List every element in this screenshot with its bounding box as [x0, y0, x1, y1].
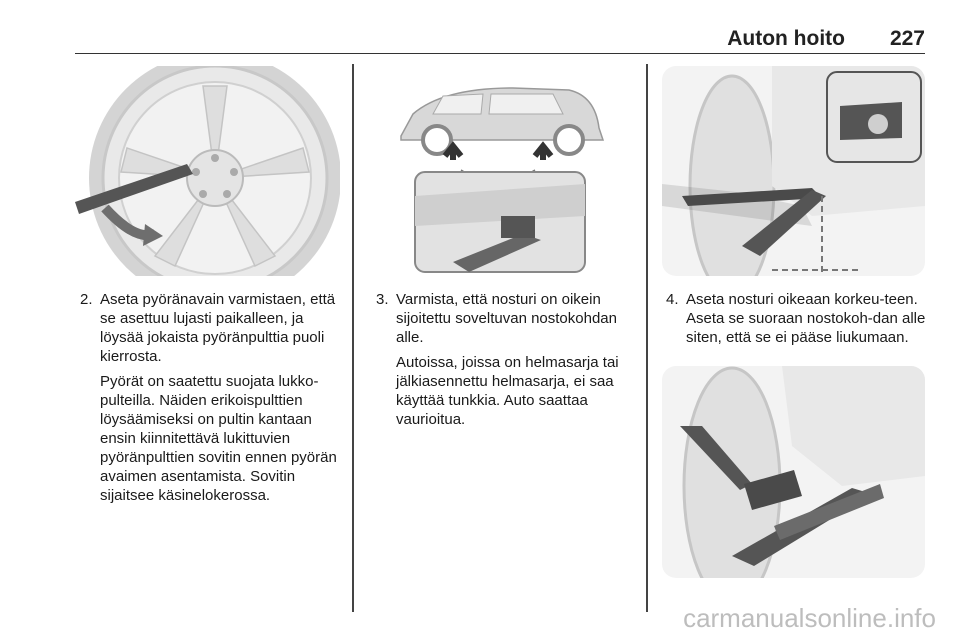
step-number: 3. — [376, 291, 389, 308]
step-2 — [80, 290, 348, 505]
step-text: Aseta nosturi oikeaan korkeu-teen. Aseta se suoraan nostokoh-dan alle siten, että se ei pääse liukumaan. — [686, 291, 926, 346]
step-number: 4. — [666, 291, 679, 308]
page-number: 227 — [889, 27, 925, 50]
step-number: 2. — [80, 291, 93, 308]
wheel-wrench-illustration — [75, 66, 340, 276]
watermark: carmanualsonline.info — [683, 603, 936, 633]
step-note: Pyörät on saatettu suojata lukko-pulteilla. Näiden erikoispulttien löysäämiseksi on pultin kantaan ensin kiinnitettävä lukittuvien pyöränpulttien sovitin ennen pyörän avaimen asentamista. Sovitin sijaitsee käsinelokerossa. — [100, 373, 337, 504]
jack-under-sill-illustration — [662, 66, 925, 276]
step-3 — [376, 290, 638, 429]
car-jack-points-illustration — [373, 66, 635, 276]
column-divider-1 — [352, 64, 354, 612]
step-text: Aseta pyöränavain varmistaen, että se asettuu lujasti paikalleen, ja löysää jokaista pyöränpulttia puoli kierrosta. — [100, 291, 336, 365]
step-4 — [666, 290, 930, 347]
column-divider-2 — [646, 64, 648, 612]
section-title: Auton hoito — [727, 27, 845, 50]
page-header — [75, 25, 925, 54]
jack-closeup-illustration — [662, 366, 925, 578]
step-note: Autoissa, joissa on helmasarja tai jälkiasennettu helmasarja, ei saa käyttää tunkkia. Auto saattaa vaurioitua. — [396, 354, 619, 428]
step-text: Varmista, että nosturi on oikein sijoitettu soveltuvan nostokohdan alle. — [396, 291, 617, 346]
